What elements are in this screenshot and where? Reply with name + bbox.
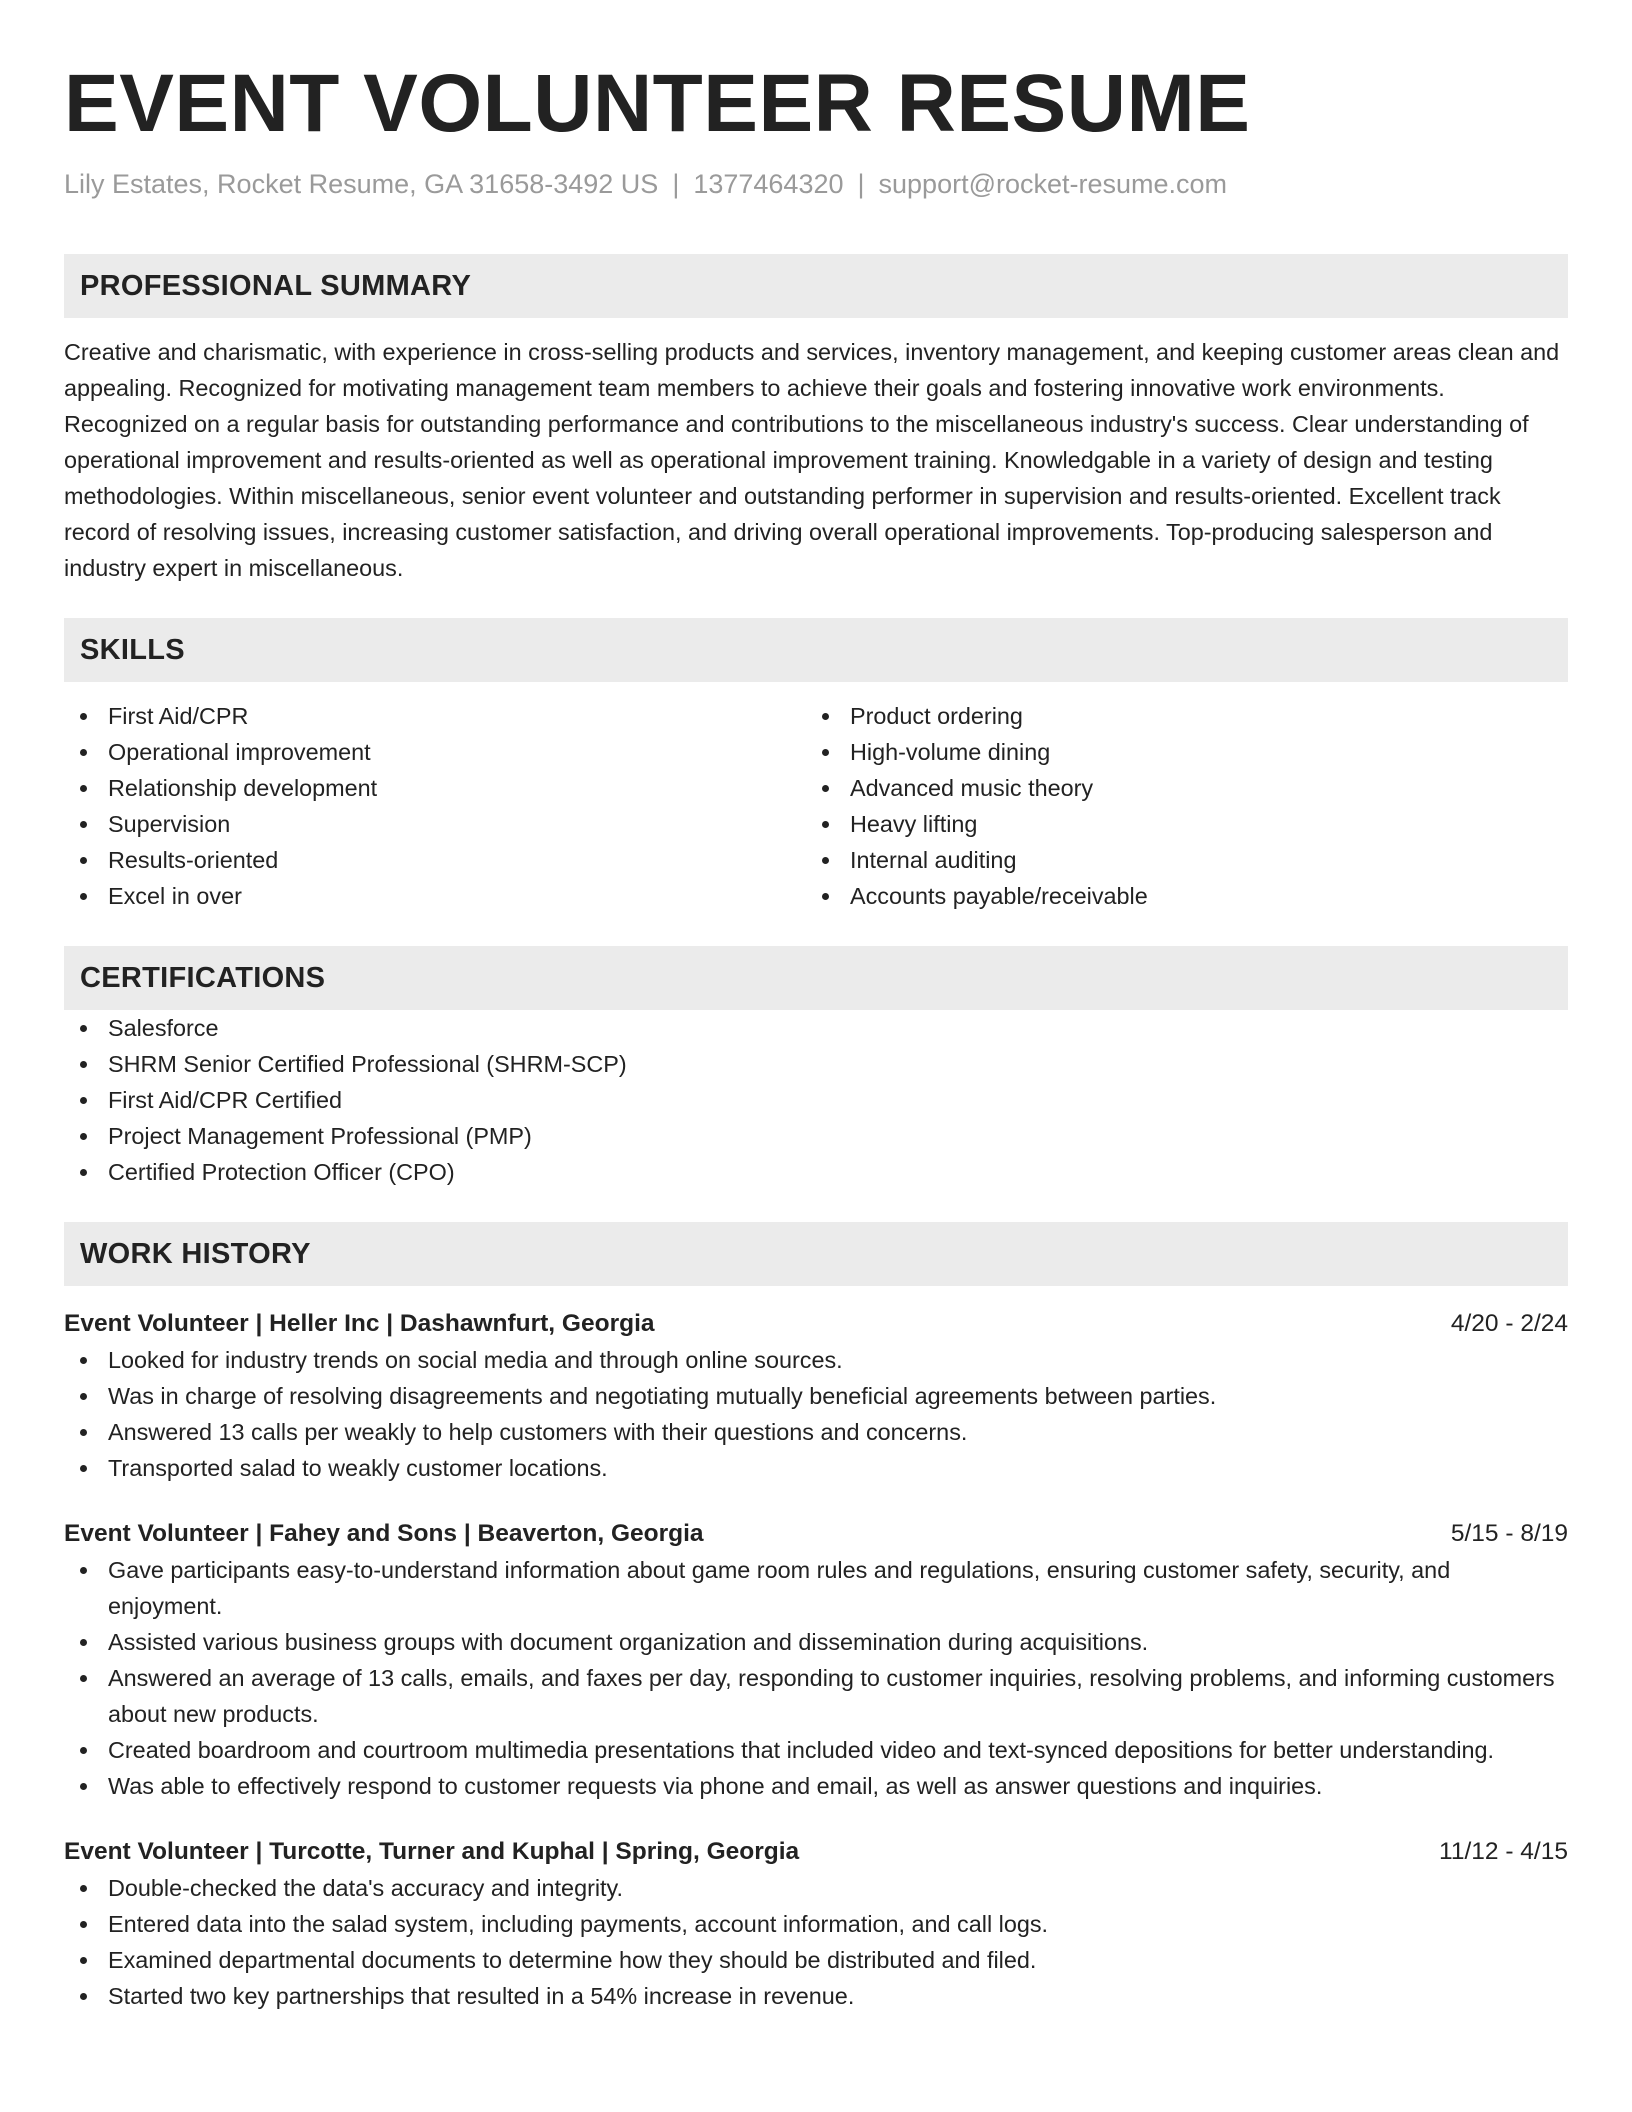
skill-item: Results-oriented [64,842,806,878]
job-bullet: Transported salad to weakly customer locations. [64,1450,1568,1486]
skills-grid [64,698,1568,914]
skill-item: Supervision [64,806,806,842]
skill-item: First Aid/CPR [64,698,806,734]
skill-item: Internal auditing [806,842,1548,878]
job-entry [64,1306,1568,1486]
certification-item: First Aid/CPR Certified [64,1082,1568,1118]
job-bullet: Was able to effectively respond to customer requests via phone and email, as well as answer questions and inquiries. [64,1768,1568,1804]
job-bullet: Entered data into the salad system, including payments, account information, and call logs. [64,1906,1568,1942]
certification-item: Project Management Professional (PMP) [64,1118,1568,1154]
skills-list-left [64,698,806,914]
job-bullet: Double-checked the data's accuracy and integrity. [64,1870,1568,1906]
job-dates: 4/20 - 2/24 [1450,1310,1568,1337]
job-header [64,1306,1568,1342]
job-bullet: Created boardroom and courtroom multimedia presentations that included video and text-synced depositions for better understanding. [64,1732,1568,1768]
job-bullet: Was in charge of resolving disagreements and negotiating mutually beneficial agreements between parties. [64,1378,1568,1414]
contact-phone: 1377464320 [693,169,844,199]
contact-email: support@rocket-resume.com [878,169,1228,199]
job-bullets [64,1552,1568,1804]
job-title: Event Volunteer | Turcotte, Turner and Kuphal | Spring, Georgia [64,1838,800,1865]
page-title: EVENT VOLUNTEER RESUME [64,58,1251,149]
job-bullet: Started two key partnerships that resulted in a 54% increase in revenue. [64,1978,1568,2014]
resume-page [64,56,1568,2014]
section-header-skills: SKILLS [64,618,1568,682]
job-bullet: Answered 13 calls per weakly to help customers with their questions and concerns. [64,1414,1568,1450]
job-bullets [64,1342,1568,1486]
skill-item: High-volume dining [806,734,1548,770]
job-bullet: Looked for industry trends on social media and through online sources. [64,1342,1568,1378]
job-bullet: Answered an average of 13 calls, emails, and faxes per day, responding to customer inquiries, resolving problems, and informing customers about new products. [64,1660,1568,1732]
contact-line [64,166,1568,202]
job-bullet: Assisted various business groups with document organization and dissemination during acquisitions. [64,1624,1568,1660]
skill-item: Advanced music theory [806,770,1548,806]
skill-item: Relationship development [64,770,806,806]
job-title: Event Volunteer | Heller Inc | Dashawnfurt, Georgia [64,1310,655,1337]
job-entry [64,1834,1568,2014]
job-entry [64,1516,1568,1804]
certification-item: Certified Protection Officer (CPO) [64,1154,1568,1190]
skill-item: Heavy lifting [806,806,1548,842]
job-header [64,1516,1568,1552]
contact-separator: | [857,169,865,199]
certifications-list [64,1010,1568,1190]
section-header-certifications: CERTIFICATIONS [64,946,1568,1010]
section-header-summary: PROFESSIONAL SUMMARY [64,254,1568,318]
skill-item: Excel in over [64,878,806,914]
certification-item: Salesforce [64,1010,1568,1046]
skill-item: Accounts payable/receivable [806,878,1548,914]
contact-address: Lily Estates, Rocket Resume, GA 31658-3492 US [64,169,659,199]
summary-text: Creative and charismatic, with experience in cross-selling products and services, inventory management, and keeping customer areas clean and appealing. Recognized for motivating management team members to achieve their goals and fostering innovative work environments. Recognized on a regular basis for outstanding performance and contributions to the miscellaneous industry's success. Clear understanding of operational improvement and results-oriented as well as operational improvement training. Knowledgable in a variety of design and testing methodologies. Within miscellaneous, senior event volunteer and outstanding performer in supervision and results-oriented. Excellent track record of resolving issues, increasing customer satisfaction, and driving overall operational improvements. Top-producing salesperson and industry expert in miscellaneous. [64,339,1560,581]
skill-item: Operational improvement [64,734,806,770]
job-title: Event Volunteer | Fahey and Sons | Beaverton, Georgia [64,1520,704,1547]
job-dates: 5/15 - 8/19 [1450,1520,1568,1547]
job-header [64,1834,1568,1870]
contact-separator: | [672,169,680,199]
job-bullet: Gave participants easy-to-understand information about game room rules and regulations, ensuring customer safety, security, and enjoyment. [64,1552,1568,1624]
skill-item: Product ordering [806,698,1548,734]
job-dates: 11/12 - 4/15 [1439,1838,1568,1865]
certification-item: SHRM Senior Certified Professional (SHRM-SCP) [64,1046,1568,1082]
section-header-work-history: WORK HISTORY [64,1222,1568,1286]
skills-list-right [806,698,1548,914]
job-bullet: Examined departmental documents to determine how they should be distributed and filed. [64,1942,1568,1978]
job-bullets [64,1870,1568,2014]
